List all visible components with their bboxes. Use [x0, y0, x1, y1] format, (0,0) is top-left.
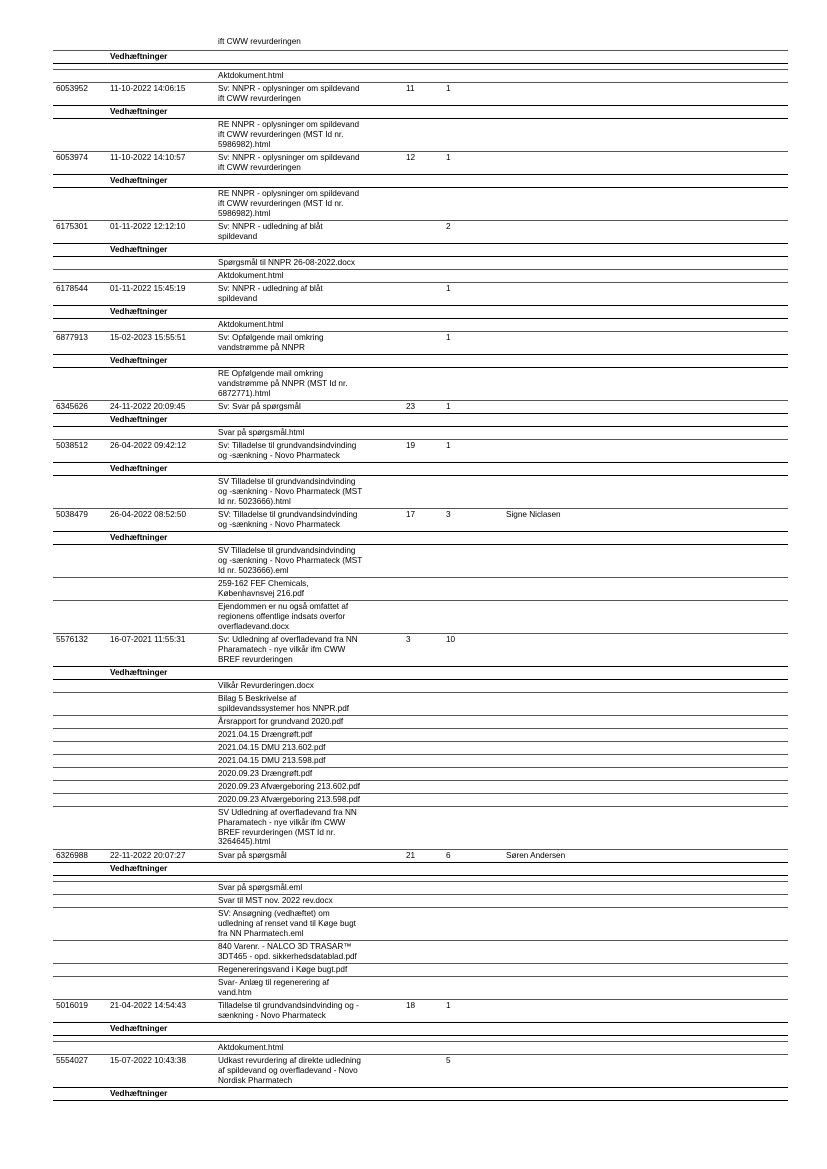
record-number: 23	[406, 402, 416, 411]
record-row	[53, 332, 788, 355]
attachment-row	[53, 119, 788, 152]
record-person: Søren Andersen	[506, 851, 566, 860]
attachments-label: Vedhæftninger	[110, 864, 168, 873]
attachment-filename: 2020.09.23 Drængrøft.pdf	[218, 769, 313, 778]
attachments-header	[53, 863, 788, 876]
attachment-filename: 2020.09.23 Afværgeboring 213.602.pdf	[218, 782, 361, 791]
record-title: Sv: NNPR - oplysninger om spildevand ift CWW revurderingen	[218, 84, 360, 103]
record-count: 1	[446, 284, 451, 293]
record-title: SV: Tilladelse til grundvandsindvinding og -sænkning - Novo Pharmateck	[218, 510, 358, 529]
attachments-header	[53, 667, 788, 680]
record-date: 11-10-2022 14:06:15	[110, 84, 186, 93]
attachment-filename: Aktdokument.html	[218, 71, 284, 80]
attachments-header	[53, 355, 788, 368]
record-date: 24-11-2022 20:09:45	[110, 402, 186, 411]
attachments-header	[53, 414, 788, 427]
record-row	[53, 634, 788, 667]
attachments-header	[53, 244, 788, 257]
record-id: 5038479	[56, 510, 88, 519]
record-title: Sv: NNPR - udledning af blåt spildevand	[218, 222, 323, 241]
record-title: Sv: Svar på spørgsmål	[218, 402, 301, 411]
attachment-row	[53, 545, 788, 578]
record-count: 5	[446, 1056, 451, 1065]
attachment-filename: Svar på spørgsmål.html	[218, 428, 305, 437]
attachments-label: Vedhæftninger	[110, 668, 168, 677]
record-id: 5576132	[56, 635, 88, 644]
attachment-row	[53, 70, 788, 83]
attachment-row	[53, 807, 788, 850]
attachment-row	[53, 908, 788, 941]
attachment-filename: Svar- Anlæg til regenerering af vand.htm	[218, 978, 330, 997]
attachment-filename: Regenereringsvand i Køge bugt.pdf	[218, 965, 348, 974]
attachment-filename: 2020.09.23 Afværgeboring 213.598.pdf	[218, 795, 361, 804]
attachments-label: Vedhæftninger	[110, 245, 168, 254]
record-row	[53, 401, 788, 414]
record-row	[53, 283, 788, 306]
record-title: Svar på spørgsmål	[218, 851, 287, 860]
record-title: Tilladelse til grundvandsindvinding og - sænkning - Novo Pharmateck	[218, 1001, 359, 1020]
attachment-row	[53, 427, 788, 440]
record-number: 17	[406, 510, 416, 519]
attachment-row	[53, 601, 788, 634]
record-number: 21	[406, 851, 416, 860]
attachments-label: Vedhæftninger	[110, 52, 168, 61]
attachments-header	[53, 1023, 788, 1036]
record-row	[53, 440, 788, 463]
attachment-filename: 840 Varenr. - NALCO 3D TRASAR™ 3DT465 - opd. sikkerhedsdatablad.pdf	[218, 942, 357, 961]
record-date: 15-07-2022 10:43:38	[110, 1056, 187, 1065]
attachment-row	[53, 270, 788, 283]
record-count: 1	[446, 153, 451, 162]
record-count: 6	[446, 851, 451, 860]
record-number: 11	[406, 84, 415, 93]
record-date: 26-04-2022 09:42:12	[110, 441, 187, 450]
record-id: 5038512	[56, 441, 88, 450]
attachment-row	[53, 768, 788, 781]
attachment-filename: Bilag 5 Beskrivelse af spildevandssystemer hos NNPR.pdf	[218, 694, 350, 713]
attachment-row	[53, 964, 788, 977]
attachment-row	[53, 729, 788, 742]
record-date: 16-07-2021 11:55:31	[110, 635, 186, 644]
record-id: 5016019	[56, 1001, 88, 1010]
record-date: 01-11-2022 15:45:19	[110, 284, 186, 293]
record-number: 18	[406, 1001, 416, 1010]
record-title: Sv: Udledning af overfladevand fra NN Pharamatech - nye vilkår ifm CWW BREF revurderingen	[218, 635, 358, 664]
record-row	[53, 850, 788, 863]
attachment-row	[53, 319, 788, 332]
record-date: 15-02-2023 15:55:51	[110, 333, 187, 342]
attachment-filename: RE NNPR - oplysninger om spildevand ift CWW revurderingen (MST Id nr. 5986982).html	[218, 120, 360, 149]
record-row	[53, 1000, 788, 1023]
record-id: 6178544	[56, 284, 88, 293]
attachments-label: Vedhæftninger	[110, 415, 168, 424]
attachment-row	[53, 742, 788, 755]
attachment-row	[53, 476, 788, 509]
attachments-label: Vedhæftninger	[110, 533, 168, 542]
record-id: 6877913	[56, 333, 88, 342]
attachment-filename: Aktdokument.html	[218, 320, 284, 329]
attachment-filename: Vilkår Revurderingen.docx	[218, 681, 314, 690]
record-count: 3	[446, 510, 451, 519]
attachment-row	[53, 257, 788, 270]
record-row	[53, 221, 788, 244]
attachments-label: Vedhæftninger	[110, 107, 168, 116]
attachment-filename: Aktdokument.html	[218, 1043, 284, 1052]
attachments-header	[53, 175, 788, 188]
attachment-filename: Årsrapport for grundvand 2020.pdf	[218, 717, 344, 726]
attachments-label: Vedhæftninger	[110, 1024, 168, 1033]
attachment-row	[53, 755, 788, 768]
attachment-filename: RE Opfølgende mail omkring vandstrømme på NNPR (MST Id nr. 6872771).html	[218, 369, 348, 398]
attachments-label: Vedhæftninger	[110, 307, 168, 316]
attachment-filename: 2021.04.15 DMU 213.602.pdf	[218, 743, 326, 752]
attachment-filename: Spørgsmål til NNPR 26-08-2022.docx	[218, 258, 355, 267]
attachment-row	[53, 941, 788, 964]
record-number: 3	[406, 635, 411, 644]
record-person: Signe Niclasen	[506, 510, 561, 519]
attachment-filename: Aktdokument.html	[218, 271, 284, 280]
record-date: 01-11-2022 12:12:10	[110, 222, 186, 231]
record-id: 6175301	[56, 222, 88, 231]
record-id: 6053952	[56, 84, 88, 93]
attachment-row	[53, 977, 788, 1000]
record-count: 1	[446, 402, 451, 411]
record-title: Sv: Tilladelse til grundvandsindvinding og -sænkning - Novo Pharmateck	[218, 441, 357, 460]
record-title: Udkast revurdering af direkte udledning af spildevand og overfladevand - Novo Nordisk Pharmatech	[218, 1056, 361, 1085]
record-id: 6053974	[56, 153, 88, 162]
record-date: 26-04-2022 08:52:50	[110, 510, 187, 519]
attachment-row	[53, 578, 788, 601]
attachment-filename: SV: Ansøgning (vedhæftet) om udledning af renset vand til Køge bugt fra NN Pharmatech.eml	[218, 909, 356, 938]
attachment-row	[53, 794, 788, 807]
record-row	[53, 152, 788, 175]
attachments-label: Vedhæftninger	[110, 464, 168, 473]
record-date: 21-04-2022 14:54:43	[110, 1001, 187, 1010]
record-count: 1	[446, 84, 451, 93]
record-number: 19	[406, 441, 416, 450]
attachment-row	[53, 680, 788, 693]
attachments-header	[53, 106, 788, 119]
record-count: 2	[446, 222, 451, 231]
attachment-row	[53, 368, 788, 401]
attachments-header	[53, 463, 788, 476]
attachments-label: Vedhæftninger	[110, 356, 168, 365]
record-count: 1	[446, 441, 451, 450]
attachments-header	[53, 51, 788, 64]
record-count: 1	[446, 1001, 451, 1010]
attachment-filename: 2021.04.15 DMU 213.598.pdf	[218, 756, 326, 765]
attachment-filename: Ejendommen er nu også omfattet af regionens offentlige indsats overfor overfladevand.docx	[218, 602, 349, 631]
attachment-row	[53, 781, 788, 794]
attachment-filename: Svar på spørgsmål.eml	[218, 883, 303, 892]
record-row	[53, 1055, 788, 1088]
record-count: 1	[446, 333, 451, 342]
record-id: 5554027	[56, 1056, 88, 1065]
record-date: 22-11-2022 20:07:27	[110, 851, 186, 860]
record-count: 10	[446, 635, 456, 644]
record-id: 6345626	[56, 402, 88, 411]
attachment-filename: 2021.04.15 Drængrøft.pdf	[218, 730, 313, 739]
record-id: 6326988	[56, 851, 88, 860]
record-row	[53, 509, 788, 532]
attachments-label: Vedhæftninger	[110, 176, 168, 185]
record-title: Sv: NNPR - udledning af blåt spildevand	[218, 284, 323, 303]
attachments-header	[53, 306, 788, 319]
record-title-continued: ift CWW revurderingen	[218, 37, 301, 46]
continued-row	[53, 36, 788, 51]
attachments-label: Vedhæftninger	[110, 1089, 168, 1098]
attachment-filename: SV Tilladelse til grundvandsindvinding og -sænkning - Novo Pharmateck (MST Id nr. 5023666).eml	[218, 546, 363, 575]
attachment-row	[53, 895, 788, 908]
document-table	[53, 36, 788, 1101]
attachment-filename: Svar til MST nov. 2022 rev.docx	[218, 896, 333, 905]
record-number: 12	[406, 153, 416, 162]
attachment-row	[53, 716, 788, 729]
record-title: Sv: NNPR - oplysninger om spildevand ift CWW revurderingen	[218, 153, 360, 172]
attachments-header	[53, 1088, 788, 1101]
attachment-row	[53, 1042, 788, 1055]
record-date: 11-10-2022 14:10:57	[110, 153, 186, 162]
attachment-filename: SV Udledning af overfladevand fra NN Pharamatech - nye vilkår ifm CWW BREF revurderingen (MST Id nr. 3264645).html	[218, 808, 357, 847]
attachment-filename: RE NNPR - oplysninger om spildevand ift CWW revurderingen (MST Id nr. 5986982).html	[218, 189, 360, 218]
attachment-filename: SV Tilladelse til grundvandsindvinding og -sænkning - Novo Pharmateck (MST Id nr. 5023666).html	[218, 477, 363, 506]
attachment-row	[53, 188, 788, 221]
record-title: Sv: Opfølgende mail omkring vandstrømme på NNPR	[218, 333, 324, 352]
attachment-filename: 259-162 FEF Chemicals, Københavnsvej 216.pdf	[218, 579, 309, 598]
attachment-row	[53, 693, 788, 716]
attachment-row	[53, 882, 788, 895]
record-row	[53, 83, 788, 106]
attachments-header	[53, 532, 788, 545]
